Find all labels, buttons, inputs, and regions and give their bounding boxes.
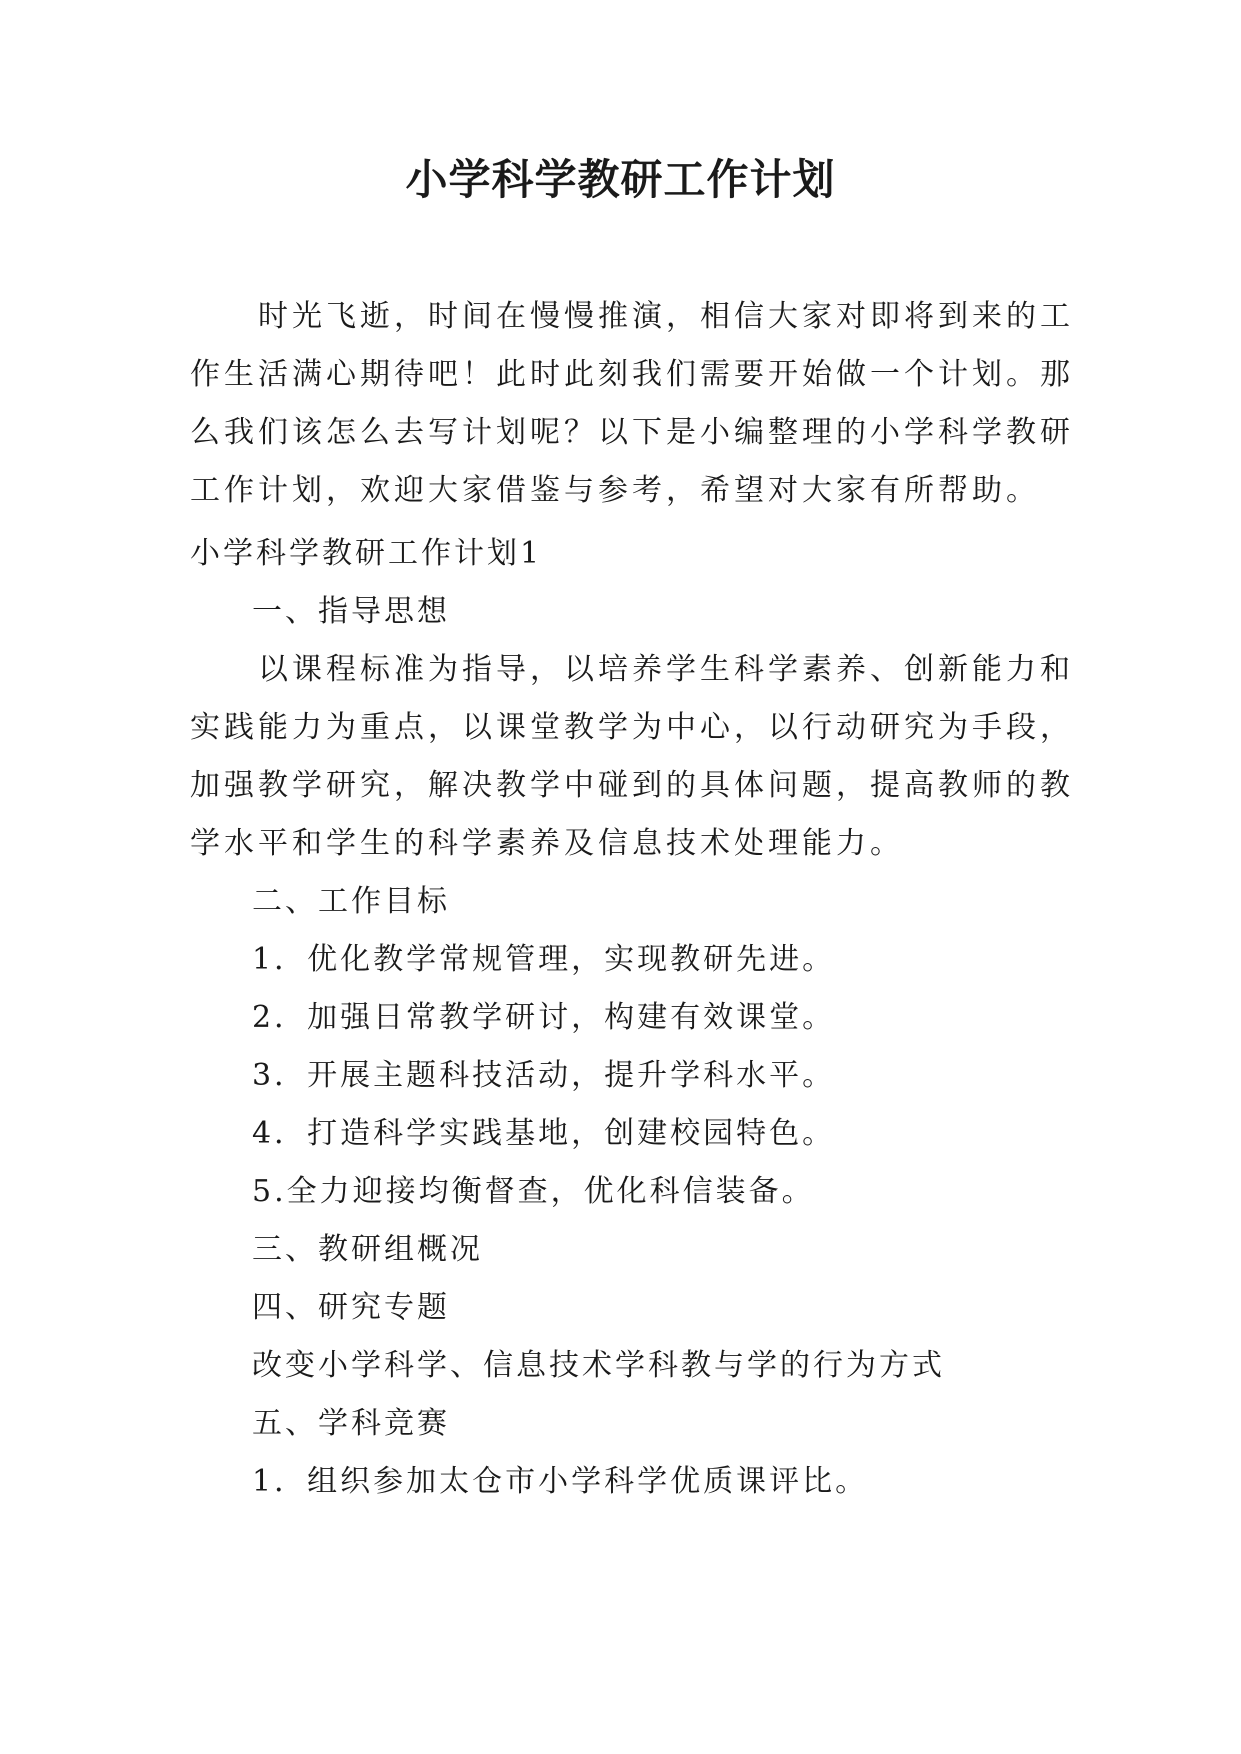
- research-topic-text: 改变小学科学、信息技术学科教与学的行为方式: [252, 1348, 945, 1383]
- intro-paragraph: 时光飞逝，时间在慢慢推演，相信大家对即将到来的工作生活满心期待吧！此时此刻我们需要开始做一个计划。那么我们该怎么去写计划呢？以下是小编整理的小学科学教研工作计划，欢迎大家借鉴与参考，希望对大家有所帮助。: [190, 299, 1074, 508]
- heading-work-goals: 二、工作目标: [252, 884, 450, 919]
- guiding-ideology-paragraph: 以课程标准为指导，以培养学生科学素养、创新能力和实践能力为重点，以课堂教学为中心，以行动研究为手段，加强教学研究，解决教学中碰到的具体问题，提高教师的教学水平和学生的科学素养及信息技术处理能力。: [190, 652, 1074, 861]
- goal-item: 4．打造科学实践基地，创建校园特色。: [252, 1116, 836, 1151]
- goal-item: 2．加强日常教学研讨，构建有效课堂。: [252, 1000, 836, 1035]
- goal-item: 3．开展主题科技活动，提升学科水平。: [252, 1058, 836, 1093]
- heading-competitions: 五、学科竞赛: [252, 1406, 450, 1441]
- goal-item: 1．优化教学常规管理，实现教研先进。: [252, 942, 836, 977]
- heading-group-overview: 三、教研组概况: [252, 1232, 483, 1267]
- section-title: 小学科学教研工作计划1: [190, 536, 543, 571]
- heading-research-topic: 四、研究专题: [252, 1290, 450, 1325]
- heading-guiding-ideology: 一、指导思想: [252, 594, 450, 629]
- document-title: 小学科学教研工作计划: [405, 155, 836, 204]
- goal-item: 5.全力迎接均衡督查，优化科信装备。: [252, 1174, 815, 1209]
- competition-item: 1．组织参加太仓市小学科学优质课评比。: [252, 1464, 869, 1499]
